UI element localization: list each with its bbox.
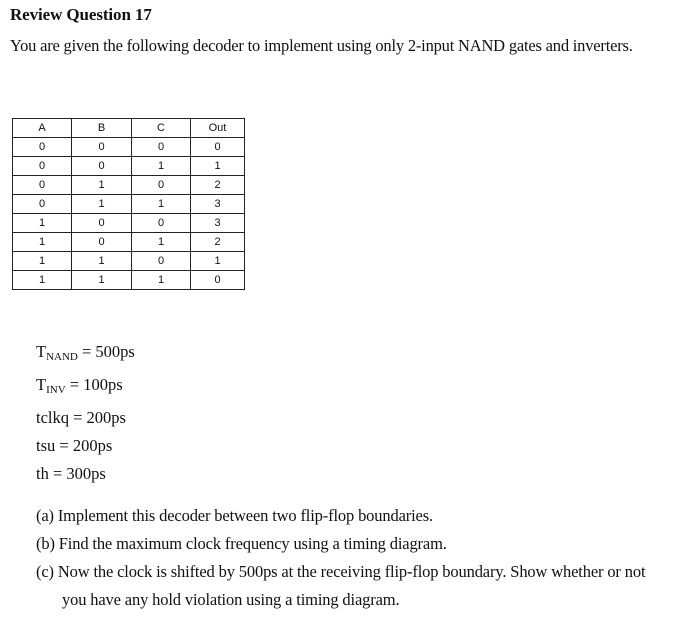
table-cell: 1: [72, 271, 132, 290]
param-th: [36, 460, 135, 488]
param-subscript: INV: [46, 384, 66, 396]
table-cell: 1: [132, 195, 191, 214]
question-list: [36, 502, 656, 614]
param-tclkq: [36, 404, 135, 432]
table-cell: 0: [72, 214, 132, 233]
param-value: = 100ps: [65, 375, 123, 394]
param-name: tsu: [36, 436, 56, 455]
table-cell: 1: [191, 157, 245, 176]
table-cell: 1: [132, 271, 191, 290]
table-cell: 0: [72, 157, 132, 176]
table-cell: 2: [191, 176, 245, 195]
question-c: (c) Now the clock is shifted by 500ps at the receiving flip-flop boundary. Show whether or not you have any hold violation using a timing diagram.: [36, 562, 646, 609]
question-title: Review Question 17: [10, 5, 152, 24]
param-value: = 200ps: [55, 436, 113, 455]
table-row: [13, 176, 245, 195]
table-cell: 0: [132, 252, 191, 271]
question-intro: You are given the following decoder to implement using only 2-input NAND gates and inverters.: [10, 36, 633, 55]
truth-table-header-row: [13, 119, 245, 138]
table-cell: 0: [132, 138, 191, 157]
param-value: = 200ps: [69, 408, 126, 427]
table-cell: 1: [13, 233, 72, 252]
timing-parameters: [36, 338, 135, 488]
table-cell: 1: [13, 214, 72, 233]
table-row: [13, 138, 245, 157]
header-b: B: [72, 119, 132, 138]
table-row: [13, 233, 245, 252]
param-name: T: [36, 375, 47, 394]
table-cell: 0: [13, 195, 72, 214]
table-cell: 0: [191, 138, 245, 157]
table-cell: 0: [132, 176, 191, 195]
table-cell: 3: [191, 214, 245, 233]
table-cell: 1: [191, 252, 245, 271]
table-cell: 1: [72, 252, 132, 271]
truth-table: [12, 118, 245, 290]
table-cell: 2: [191, 233, 245, 252]
table-cell: 0: [72, 138, 132, 157]
table-row: [13, 157, 245, 176]
table-cell: 0: [13, 176, 72, 195]
header-a: A: [13, 119, 72, 138]
table-cell: 1: [132, 157, 191, 176]
table-cell: 3: [191, 195, 245, 214]
param-t-nand: [36, 338, 135, 371]
param-value: = 300ps: [48, 464, 106, 483]
table-cell: 0: [191, 271, 245, 290]
table-row: [13, 214, 245, 233]
table-row: [13, 195, 245, 214]
header-out: Out: [191, 119, 245, 138]
param-value: = 500ps: [77, 342, 135, 361]
table-row: [13, 271, 245, 290]
param-tsu: [36, 432, 135, 460]
table-cell: 1: [72, 176, 132, 195]
param-name: T: [36, 342, 47, 361]
param-subscript: NAND: [46, 351, 78, 363]
table-row: [13, 252, 245, 271]
table-cell: 1: [132, 233, 191, 252]
table-cell: 1: [72, 195, 132, 214]
header-c: C: [132, 119, 191, 138]
table-cell: 0: [72, 233, 132, 252]
table-cell: 0: [13, 138, 72, 157]
table-cell: 0: [132, 214, 191, 233]
param-t-inv: [36, 371, 135, 404]
question-a: (a) Implement this decoder between two flip-flop boundaries.: [36, 506, 433, 525]
param-name: th: [36, 464, 49, 483]
table-cell: 1: [13, 252, 72, 271]
table-cell: 1: [13, 271, 72, 290]
question-b: (b) Find the maximum clock frequency using a timing diagram.: [36, 534, 447, 553]
param-name: tclkq: [36, 408, 69, 427]
table-cell: 0: [13, 157, 72, 176]
